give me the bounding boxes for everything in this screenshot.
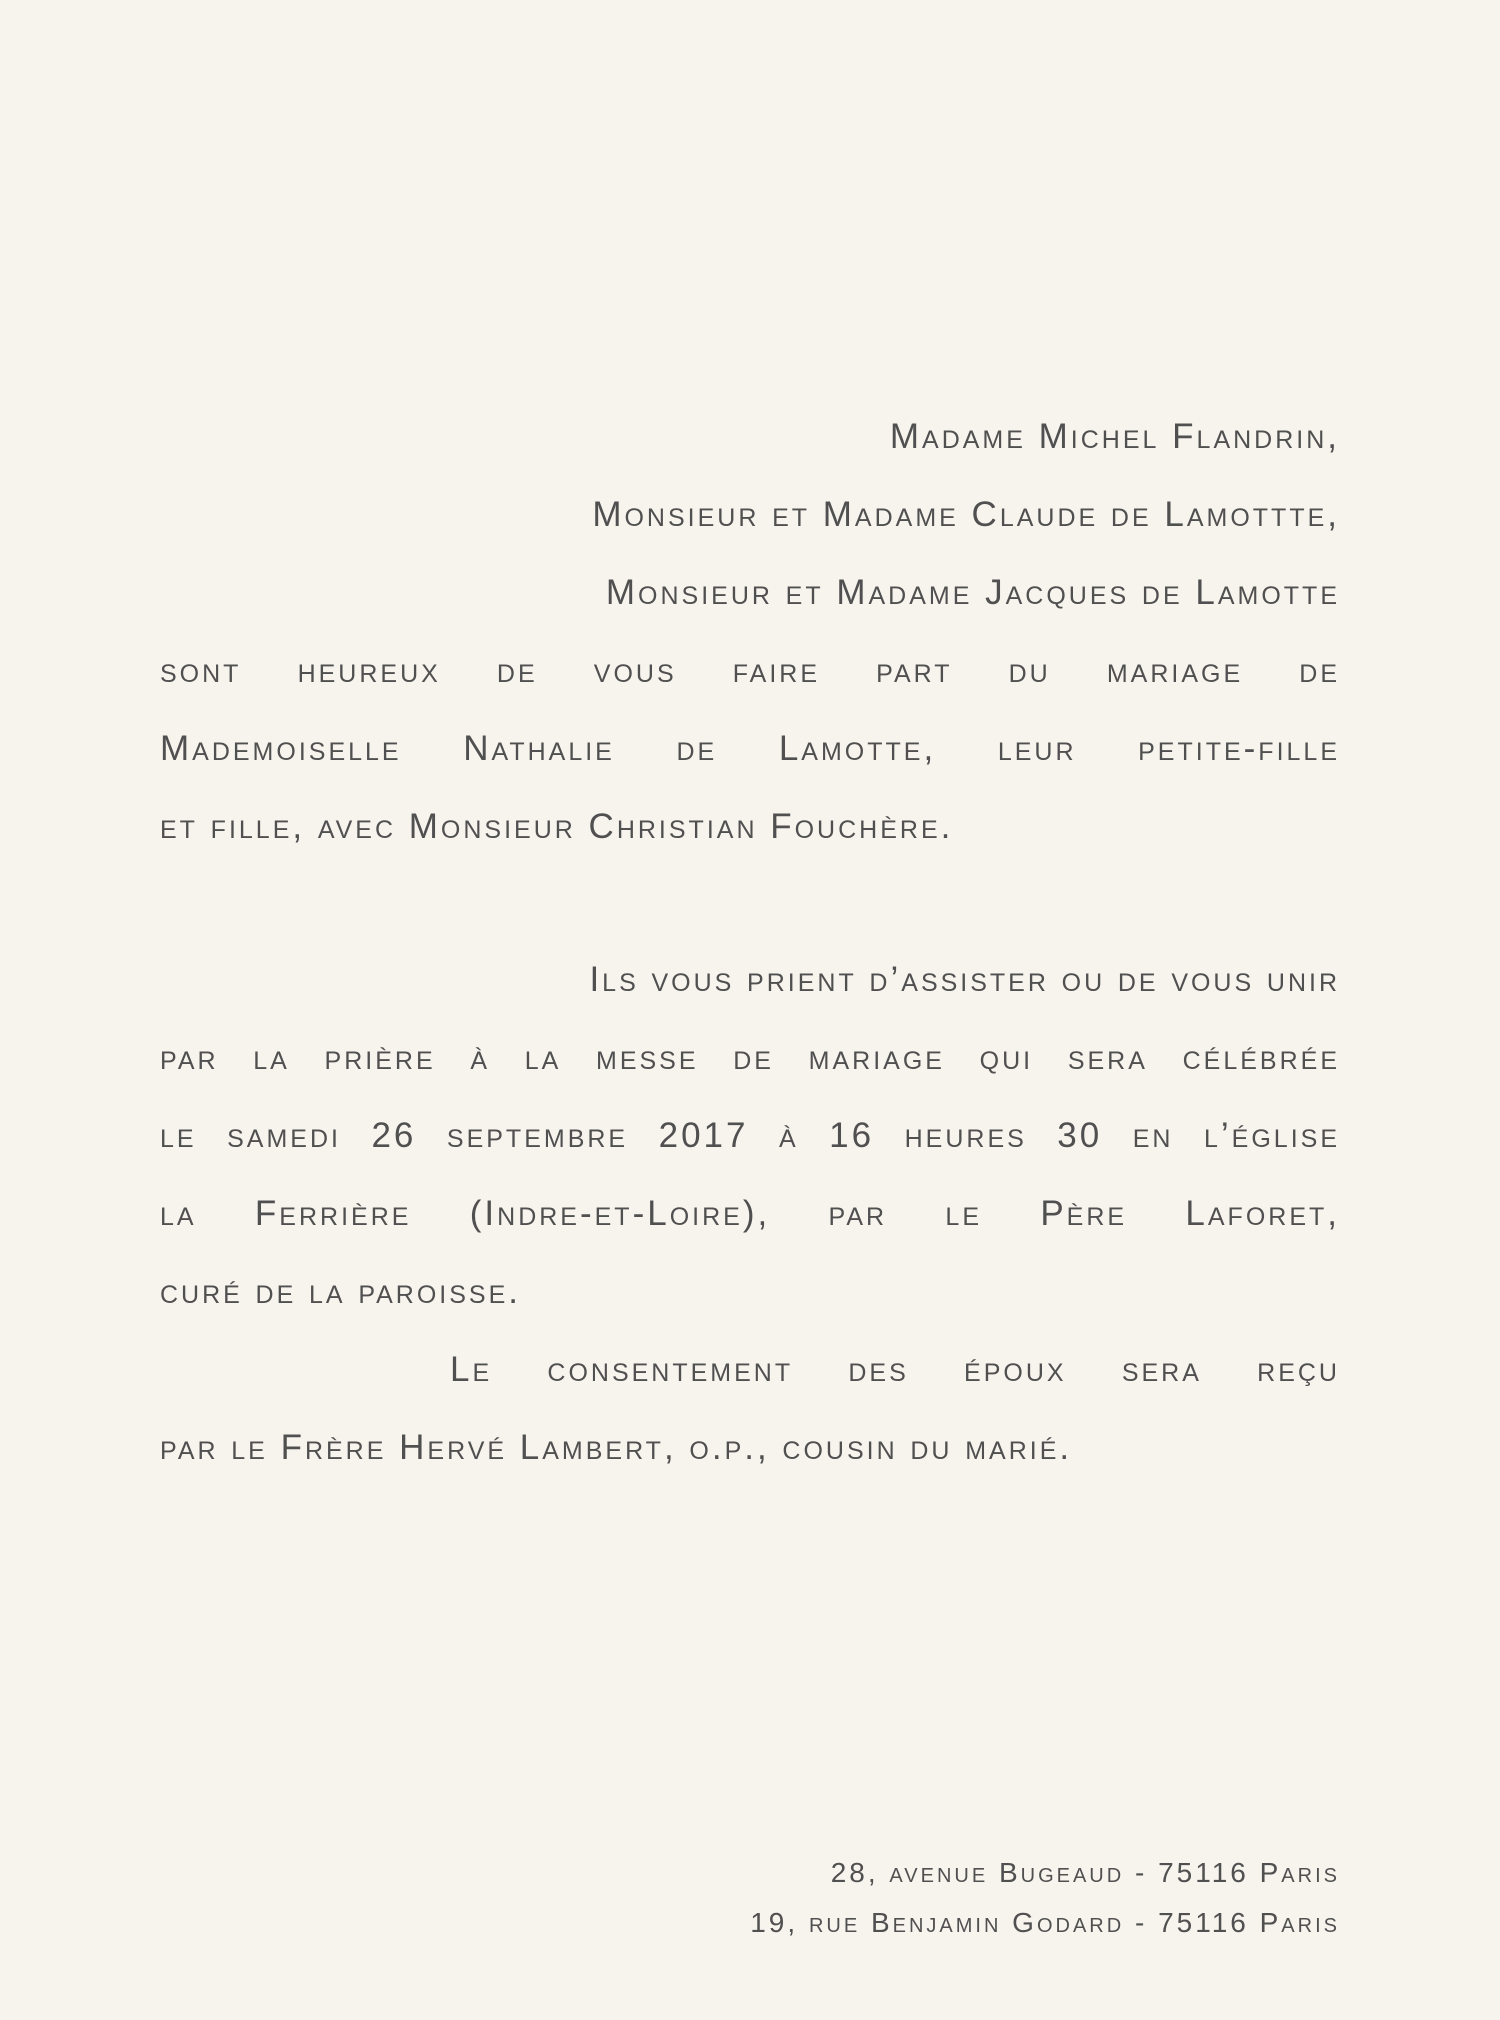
- family-line: Madame Michel Flandrin,: [889, 417, 1340, 456]
- invitation-block: [160, 941, 1340, 1487]
- consent-line: par le Frère Hervé Lambert, o.p., cousin du marié.: [160, 1428, 1073, 1467]
- invitation-line: par la prière à la messe de mariage qui sera célébrée: [160, 1038, 1340, 1077]
- address-line: 28, avenue Bugeaud - 75116 Paris: [830, 1857, 1340, 1888]
- invitation-line: Ils vous prient d’assister ou de vous unir: [589, 960, 1340, 999]
- invitation-line: curé de la paroisse.: [160, 1272, 522, 1311]
- family-line: Monsieur et Madame Jacques de Lamotte: [605, 573, 1340, 612]
- announcement-line: Mademoiselle Nathalie de Lamotte, leur petite-fille: [160, 729, 1340, 768]
- announcement-block: [160, 398, 1340, 866]
- address-block: [160, 1848, 1340, 1948]
- invitation-line: la Ferrière (Indre-et-Loire), par le Père Laforet,: [160, 1194, 1340, 1233]
- announcement-line: sont heureux de vous faire part du mariage de: [160, 651, 1340, 690]
- address-line: 19, rue Benjamin Godard - 75116 Paris: [750, 1907, 1340, 1938]
- invitation-line: le samedi 26 septembre 2017 à 16 heures 30 en l’église: [160, 1116, 1340, 1155]
- consent-line: Le consentement des époux sera reçu: [450, 1350, 1340, 1389]
- announcement-line: et fille, avec Monsieur Christian Fouchère.: [160, 807, 954, 846]
- family-line: Monsieur et Madame Claude de Lamottte,: [592, 495, 1340, 534]
